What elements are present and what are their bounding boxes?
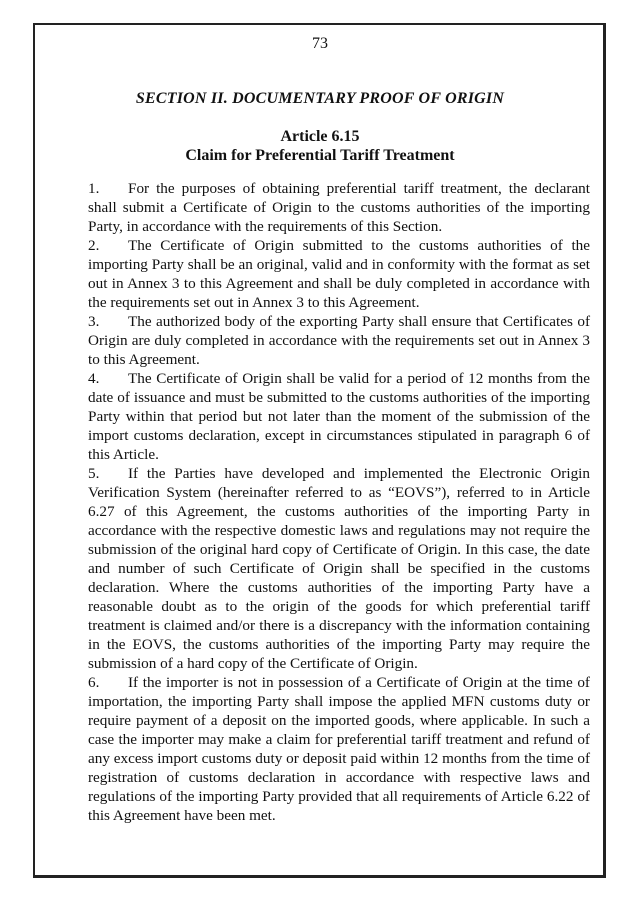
article-number: Article 6.15	[280, 128, 360, 145]
paragraph-number: 1.	[88, 180, 100, 197]
paragraph-number: 3.	[88, 313, 100, 330]
paragraph-5	[88, 464, 590, 673]
paragraph-number: 4.	[88, 370, 100, 387]
paragraph-text: If the importer is not in possession of a Certificate of Origin at the time of importation, the importing Party shall impose the applied MFN customs duty or require payment of a deposit on the imported goods, where applicable. In such a case the importer may make a claim for preferential tariff treatment and refund of any excess import customs duty or deposit paid within 12 months from the time of registration of customs declaration in accordance with respective laws and regulations of the importing Party provided that all requirements of Article 6.22 of this Agreement have been met.	[88, 674, 590, 824]
section-title: SECTION II. DOCUMENTARY PROOF OF ORIGIN	[135, 90, 505, 107]
paragraph-text: If the Parties have developed and implemented the Electronic Origin Verification System (hereinafter referred to as “EOVS”), referred to in Article 6.27 of this Agreement, the customs authorities of the importing Party in accordance with the respective domestic laws and regulations may not require the submission of the original hard copy of Certificate of Origin. In this case, the date and number of such Certificate of Origin shall be specified in the customs declaration. Where the customs authorities of the importing Party have a reasonable doubt as to the origin of the goods for which preferential tariff treatment is claimed and/or there is a discrepancy with the information containing in the EOVS, the customs authorities of the importing Party may require the submission of a hard copy of the Certificate of Origin.	[88, 465, 590, 672]
paragraph-2	[88, 236, 590, 312]
paragraph-1	[88, 179, 590, 236]
article-heading: Claim for Preferential Tariff Treatment	[185, 147, 455, 164]
paragraph-3	[88, 312, 590, 369]
paragraph-text: For the purposes of obtaining preferential tariff treatment, the declarant shall submit a Certificate of Origin to the customs authorities of the importing Party, in accordance with the requirements of this Section.	[88, 180, 590, 235]
paragraph-text: The Certificate of Origin submitted to the customs authorities of the importing Party shall be an original, valid and in conformity with the format as set out in Annex 3 to this Agreement and shall be duly completed in accordance with the requirements set out in Annex 3 to this Agreement.	[88, 237, 590, 311]
article-body	[88, 179, 590, 825]
paragraph-4	[88, 369, 590, 464]
paragraph-number: 5.	[88, 465, 100, 482]
paragraph-number: 2.	[88, 237, 100, 254]
paragraph-text: The Certificate of Origin shall be valid for a period of 12 months from the date of issuance and must be submitted to the customs authorities of the importing Party within that period but not later than the moment of the submission of the import customs declaration, except in circumstances stipulated in paragraph 6 of this Article.	[88, 370, 590, 463]
paragraph-text: The authorized body of the exporting Party shall ensure that Certificates of Origin are duly completed in accordance with the requirements set out in Annex 3 to this Agreement.	[88, 313, 590, 368]
page-number: 73	[312, 35, 328, 52]
paragraph-6	[88, 673, 590, 825]
paragraph-number: 6.	[88, 674, 100, 691]
